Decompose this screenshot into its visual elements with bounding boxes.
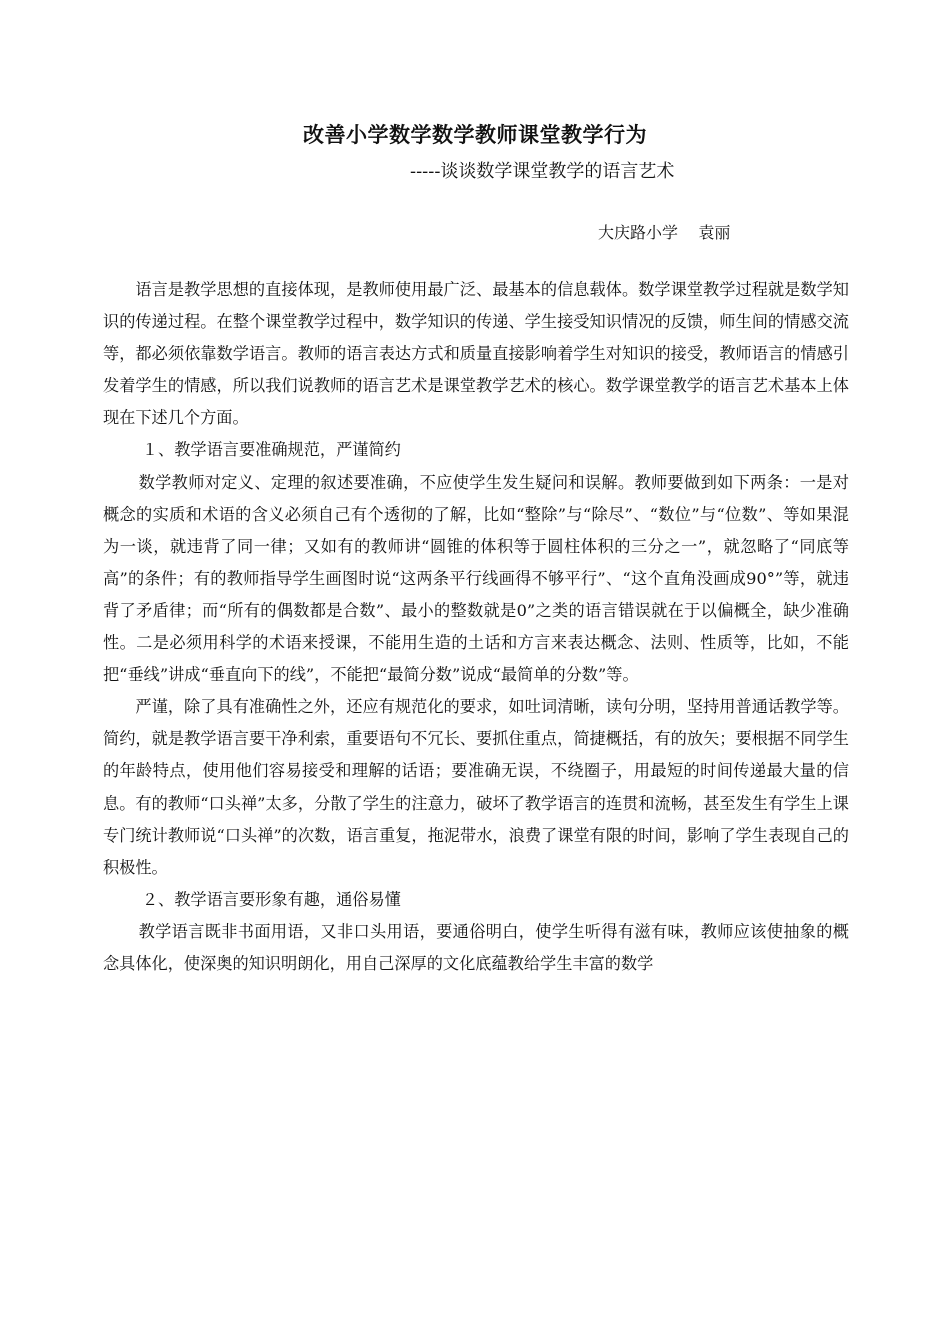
- author-line: 大庆路小学 袁丽: [598, 223, 731, 242]
- paragraph-vivid: 教学语言既非书面用语，又非口头用语，要通俗明白，使学生听得有滋有味，教师应该使抽象的概念具体化，使深奥的知识明朗化，用自己深厚的文化底蕴教给学生丰富的数学: [103, 921, 849, 973]
- section-heading-1: １、教学语言要准确规范，严谨简约: [141, 440, 401, 460]
- paragraph-intro: 语言是教学思想的直接体现，是教师使用最广泛、最基本的信息载体。数学课堂教学过程就是数学知识的传递过程。在整个课堂教学过程中，数学知识的传递、学生接受知识情况的反馈，师生间的情感交流等，都必须依靠数学语言。教师的语言表达方式和质量直接影响着学生对知识的接受，教师语言的情感引发着学生的情感，所以我们说教师的语言艺术是课堂教学艺术的核心。数学课堂教学的语言艺术基本上体现在下述几个方面。: [103, 280, 849, 428]
- section-heading-2: ２、教学语言要形象有趣，通俗易懂: [141, 889, 401, 909]
- paragraph-rigor: 严谨，除了具有准确性之外，还应有规范化的要求，如吐词清晰，读句分明，坚持用普通话教学等。简约，就是教学语言要干净利索，重要语句不冗长、要抓住重点，简捷概括，有的放矢；要根据不同学生的年龄特点，使用他们容易接受和理解的话语；要准确无误，不绕圈子，用最短的时间传递最大量的信息。有的教师“口头禅”太多，分散了学生的注意力，破坏了教学语言的连贯和流畅，甚至发生有学生上课专门统计教师说“口头禅”的次数，语言重复，拖泥带水，浪费了课堂有限的时间，影响了学生表现自己的积极性。: [103, 697, 849, 877]
- document-title: 改善小学数学数学教师课堂教学行为: [303, 122, 647, 147]
- paragraph-accuracy: 数学教师对定义、定理的叙述要准确，不应使学生发生疑问和误解。教师要做到如下两条：一是对概念的实质和术语的含义必须自己有个透彻的了解，比如“整除”与“除尽”、“数位”与“位数”、等如果混为一谈，就违背了同一律；又如有的教师讲“圆锥的体积等于圆柱体积的三分之一”，就忽略了“同底等高”的条件；有的教师指导学生画图时说“这两条平行线画得不够平行”、“这个直角没画成90°”等，就违背了矛盾律；而“所有的偶数都是合数”、最小的整数就是0”之类的语言错误就在于以偏概全，缺少准确性。二是必须用科学的术语来授课，不能用生造的土话和方言来表达概念、法则、性质等，比如，不能把“垂线”讲成“垂直向下的线”，不能把“最简分数”说成“最简单的分数”等。: [103, 472, 849, 685]
- document-subtitle: -----谈谈数学课堂教学的语言艺术: [410, 161, 675, 182]
- document-body: [103, 274, 849, 980]
